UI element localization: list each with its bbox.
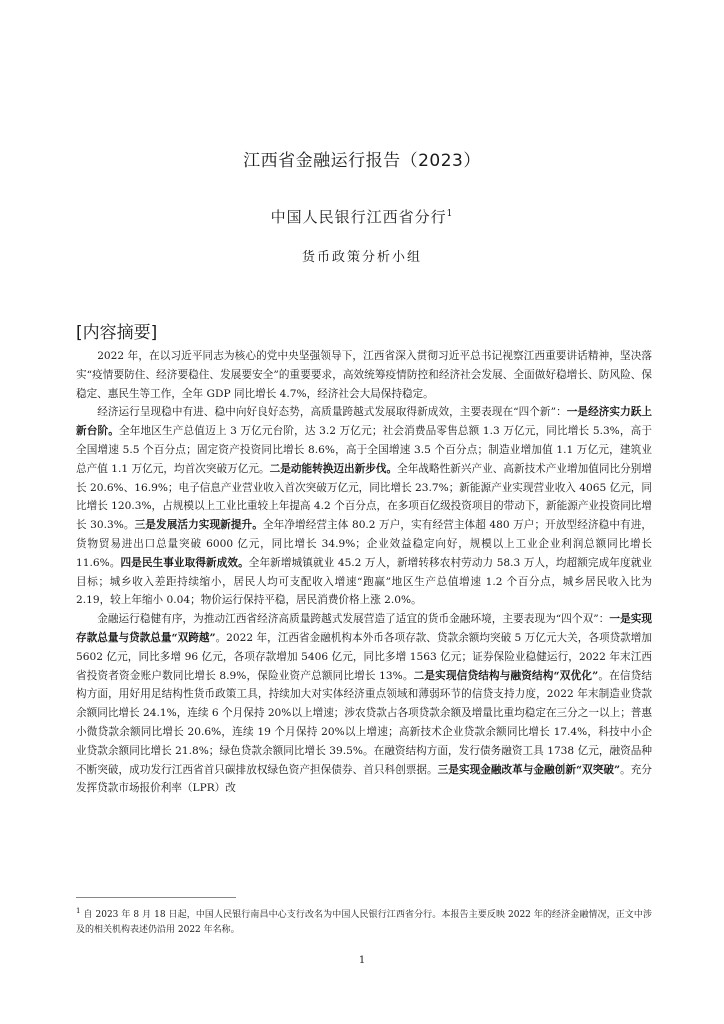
section-heading: [内容摘要] — [76, 323, 158, 343]
footnote-marker[interactable]: 1 — [446, 209, 454, 219]
text-run: 。在信贷结构方面，用好用足结构性货币政策工具，持续加大对实体经济重点领域和薄弱环节的信贷支持力度，2022 年末制造业贷款余额同比增长 24.1%，连续 6 个月保持 20%以上增速；涉农贷款占各项贷款余额及增量比重均稳定在三分之一以上；普惠小微贷款余额同比增长 20.6%，连续 19 个月保持 20%以上增速；高新技术企业贷款余额同比增长 17.4%，科技中小企业贷款余额同比增长 21.8%；绿色贷款余额同比增长 39.5%。在融资结构方面，发行债务融资工具 1738 亿元，融资品种不断突破，成功发行江西省首只碳排放权绿色资产担保债券、首只科创票据。 — [76, 669, 652, 776]
author-organization — [0, 206, 724, 227]
report-title: 江西省金融运行报告（2023） — [243, 151, 481, 171]
page-number: 1 — [358, 955, 366, 966]
paragraph-3 — [76, 610, 652, 798]
text-run: 经济运行呈现稳中有进、稳中向好良好态势，高质量跨越式发展取得新成效，主要表现在“四个新”： — [97, 406, 567, 419]
text-run: 全年新增城镇就业 45.2 万人，新增转移农村劳动力 58.3 万人，均超额完成年度就业目标；城乡收入差距持续缩小，居民人均可支配收入增速“跑赢”地区生产总值增速 1.2 个百分点，城乡居民收入比为 2.19，较上年缩小 0.04；物价运行保持平稳，居民消费价格上涨 2.0%。 — [76, 556, 652, 607]
bold-run: 三是发展活力实现新提升。 — [134, 519, 263, 532]
footnote — [76, 904, 652, 938]
bold-run: 一是经济实力跃上新台阶。 — [76, 406, 653, 438]
author-group: 货币政策分析小组 — [301, 250, 422, 265]
text-run: 。2022 年，江西省金融机构本外币各项存款、贷款余额均突破 5 万亿元大关，各项贷款增加 5602 亿元，同比多增 96 亿元，各项存款增加 5406 亿元，同比多增 1563 亿元；证券保险业稳健运行，2022 年末江西省投资者资金账户数同比增长 8.9%，保险业资产总额同比增长 13%。 — [76, 631, 652, 682]
footnote-text: 自 2023 年 8 月 18 日起，中国人民银行南昌中心支行改名为中国人民银行江西省分行。本报告主要反映 2022 年的经济金融情况，正文中涉及的相关机构表述仍沿用 2022 年名称。 — [76, 910, 652, 935]
text-run: 金融运行稳健有序，为推动江西省经济高质量跨越式发展营造了适宜的货币金融环境，主要表现为“四个双”： — [97, 613, 610, 626]
abstract-body — [76, 347, 652, 798]
org-name: 中国人民银行江西省分行 — [270, 208, 447, 226]
paragraph-1: 2022 年，在以习近平同志为核心的党中央坚强领导下，江西省深入贯彻习近平总书记视察江西重要讲话精神，坚决落实“疫情要防住、经济要稳住、发展要安全”的重要要求，高效统筹疫情防控和经济社会发展、全面做好稳增长、防风险、保稳定、惠民生等工作，全年 GDP 同比增长 4.7%，经济社会大局保持稳定。 — [76, 350, 652, 400]
footnote-divider — [76, 897, 236, 898]
text-run: 全年战略性新兴产业、高新技术产业增加值同比分别增长 20.6%、16.9%；电子信息产业营业收入首次突破万亿元，同比增长 23.7%；新能源产业实现营业收入 4065 亿元，同比增长 120.3%，占规模以上工业比重较上年提高 4.2 个百分点，在多项百亿级投资项目的带动下，新能源产业投资同比增长 30.3%。 — [76, 462, 653, 532]
text-run: 。充分发挥贷款市场报价利率（LPR）改 — [76, 763, 653, 795]
text-run: 全年地区生产总值迈上 3 万亿元台阶，达 3.2 万亿元；社会消费品零售总额 1.3 万亿元，同比增长 5.3%，高于全国增速 5.5 个百分点；固定资产投资同比增长 8.6%，高于全国增速 3.5 个百分点；制造业增加值 1.1 万亿元，建筑业总产值 1.1 万亿元，均首次突破万亿元。 — [76, 425, 653, 475]
bold-run: 四是民生事业取得新成效。 — [120, 556, 249, 569]
bold-run: 二是动能转换迈出新步伐。 — [269, 462, 398, 475]
footnote-number: 1 — [76, 907, 81, 915]
bold-run: 三是实现金融改革与金融创新“双突破” — [437, 763, 621, 776]
bold-run: 二是实现信贷结构与融资结构“双优化” — [413, 669, 599, 682]
paragraph-2 — [76, 403, 652, 610]
bold-run: 一是实现存款总量与贷款总量“双跨越” — [76, 613, 653, 644]
text-run: 全年净增经营主体 80.2 万户，实有经营主体超 480 万户；开放型经济稳中有进，货物贸易进出口总量突破 6000 亿元，同比增长 34.9%；企业效益稳定向好，规模以上工业企业利润总额同比增长 11.6%。 — [76, 519, 652, 569]
